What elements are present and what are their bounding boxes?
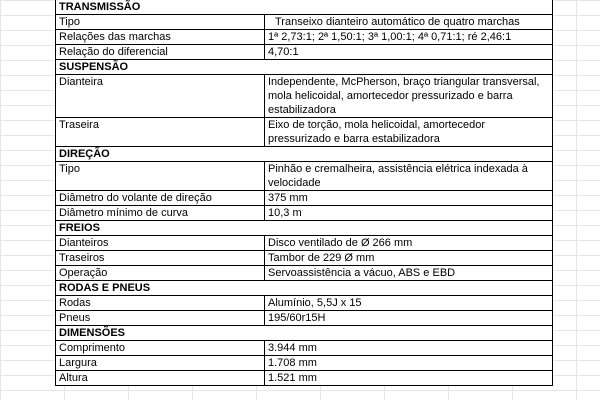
table-row: [56, 191, 553, 206]
spec-label[interactable]: Traseira: [56, 118, 265, 147]
spec-label[interactable]: Pneus: [56, 311, 265, 326]
spec-label[interactable]: Operação: [56, 266, 265, 281]
spec-label[interactable]: Tipo: [56, 162, 265, 191]
spec-label[interactable]: Altura: [56, 371, 265, 386]
table-row: [56, 296, 553, 311]
table-row: [56, 371, 553, 386]
table-row: [56, 30, 553, 45]
table-row: [56, 15, 553, 30]
spec-label[interactable]: Relação do diferencial: [56, 45, 265, 60]
spec-label[interactable]: Dianteira: [56, 75, 265, 118]
section-header-row: [56, 0, 553, 15]
section-header-row: [56, 147, 553, 162]
section-header-row: [56, 221, 553, 236]
section-title-rodas-e-pneus[interactable]: RODAS E PNEUS: [56, 281, 553, 296]
table-row: [56, 356, 553, 371]
table-row: [56, 118, 553, 147]
spec-value[interactable]: Disco ventilado de Ø 266 mm: [265, 236, 553, 251]
table-row: [56, 341, 553, 356]
spec-value[interactable]: Eixo de torção, mola helicoidal, amortecedor pressurizado e barra estabilizadora: [265, 118, 553, 147]
spec-value[interactable]: Alumínio, 5,5J x 15: [265, 296, 553, 311]
spec-value[interactable]: Pinhão e cremalheira, assistência elétrica indexada à velocidade: [265, 162, 553, 191]
section-header-row: [56, 281, 553, 296]
table-row: [56, 266, 553, 281]
spec-value[interactable]: Transeixo dianteiro automático de quatro marchas: [265, 15, 553, 30]
spec-value[interactable]: 195/60r15H: [265, 311, 553, 326]
spec-label[interactable]: Comprimento: [56, 341, 265, 356]
section-header-row: [56, 60, 553, 75]
table-row: [56, 206, 553, 221]
spec-value[interactable]: 3.944 mm: [265, 341, 553, 356]
spec-label[interactable]: Largura: [56, 356, 265, 371]
spec-value[interactable]: Tambor de 229 Ø mm: [265, 251, 553, 266]
spec-label[interactable]: Relações das marchas: [56, 30, 265, 45]
spec-value[interactable]: 375 mm: [265, 191, 553, 206]
spec-value[interactable]: Servoassistência a vácuo, ABS e EBD: [265, 266, 553, 281]
specs-table: [55, 0, 553, 386]
section-title-dimensoes[interactable]: DIMENSÕES: [56, 326, 553, 341]
spec-label[interactable]: Rodas: [56, 296, 265, 311]
spec-label[interactable]: Dianteiros: [56, 236, 265, 251]
spec-value[interactable]: 4,70:1: [265, 45, 553, 60]
table-row: [56, 251, 553, 266]
spec-value[interactable]: Independente, McPherson, braço triangular transversal, mola helicoidal, amortecedor pressurizado e barra estabilizadora: [265, 75, 553, 118]
spec-value[interactable]: 10,3 m: [265, 206, 553, 221]
spec-label[interactable]: Diâmetro mínimo de curva: [56, 206, 265, 221]
table-row: [56, 162, 553, 191]
section-title-freios[interactable]: FREIOS: [56, 221, 553, 236]
table-row: [56, 45, 553, 60]
table-row: [56, 311, 553, 326]
spec-label[interactable]: Diâmetro do volante de direção: [56, 191, 265, 206]
spec-label[interactable]: Tipo: [56, 15, 265, 30]
section-title-direcao[interactable]: DIREÇÃO: [56, 147, 553, 162]
spec-value[interactable]: 1.521 mm: [265, 371, 553, 386]
section-title-transmissao[interactable]: TRANSMISSÃO: [56, 0, 553, 15]
table-row: [56, 75, 553, 118]
section-header-row: [56, 326, 553, 341]
spec-value[interactable]: 1.708 mm: [265, 356, 553, 371]
spec-value[interactable]: 1ª 2,73:1; 2ª 1,50:1; 3ª 1,00:1; 4ª 0,71:1; ré 2,46:1: [265, 30, 553, 45]
table-row: [56, 236, 553, 251]
section-title-suspensao[interactable]: SUSPENSÃO: [56, 60, 553, 75]
spec-label[interactable]: Traseiros: [56, 251, 265, 266]
